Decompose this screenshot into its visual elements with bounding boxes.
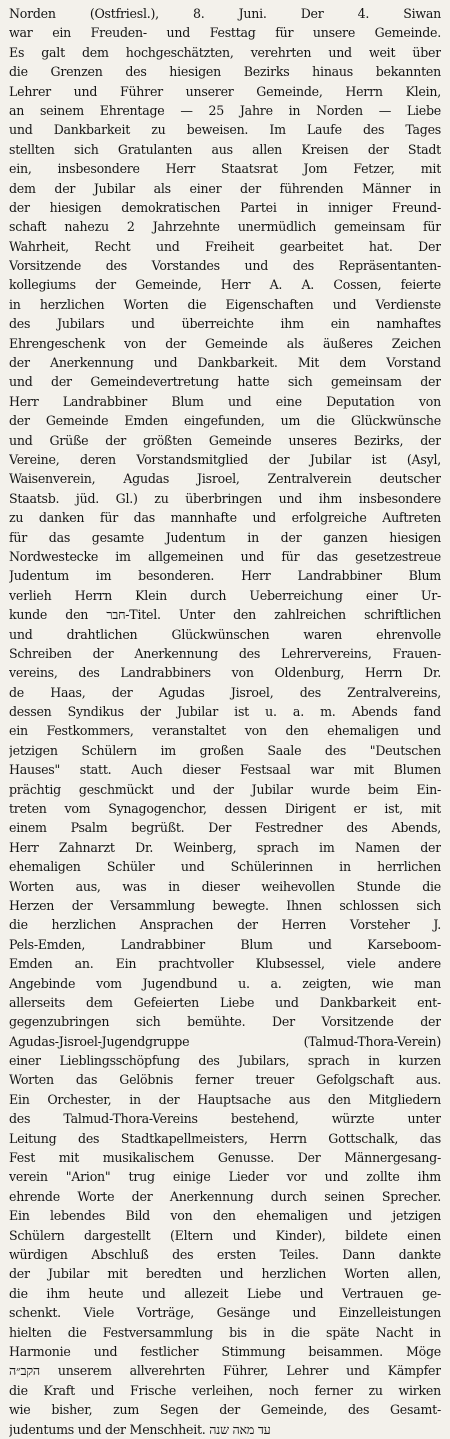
article-line: und Grüße der größten Gemeinde unseres Bezirks, der — [9, 432, 441, 448]
article-line: Herr Zahnarzt Dr. Weinberg, sprach im Namen der — [9, 839, 441, 855]
article-line: Angebinde vom Jugendbund u. a. zeigten, wie man — [9, 975, 441, 991]
article-line: wie bisher, zum Segen der Gemeinde, des Gesamt- — [9, 1402, 441, 1418]
article-line: ein, insbesondere Herr Staatsrat Jom Fetzer, mit — [9, 161, 441, 177]
article-line: und Dankbarkeit zu beweisen. Im Laufe des Tages — [9, 122, 441, 138]
article-line: Leitung des Stadtkapellmeisters, Herrn Gottschalk, das — [9, 1130, 441, 1146]
article-line: Ein lebendes Bild von den ehemaligen und jetzigen — [9, 1208, 441, 1224]
article-line: würdigen Abschluß des ersten Teiles. Dann dankte — [9, 1247, 441, 1262]
article-line: treten vom Synagogenchor, dessen Dirigent er ist, mit — [9, 801, 441, 817]
article-line: die Grenzen des hiesigen Bezirks hinaus bekannten — [9, 64, 441, 80]
article-line: de Haas, der Agudas Jisroel, des Zentralvereins, — [9, 684, 441, 700]
article-line: Pels-Emden, Landrabbiner Blum und Karseboom- — [9, 936, 441, 952]
article-line: Staatsb. jüd. Gl.) zu überbringen und ihm insbesondere — [9, 490, 441, 506]
article-line: allerseits dem Gefeierten Liebe und Dankbarkeit ent- — [9, 994, 441, 1010]
article-line: schenkt. Viele Vorträge, Gesänge und Einzelleistungen — [9, 1305, 441, 1321]
article-line: Agudas-Jisroel-Jugendgruppe (Talmud-Thora-Verein) — [9, 1033, 441, 1049]
article-line: ein Festkommers, veranstaltet von den ehemaligen und — [9, 723, 441, 739]
article-line: und drahtlichen Glückwünschen waren ehrenvolle — [9, 626, 441, 642]
article-line: der Gemeinde Emden eingefunden, um die Glückwünsche — [9, 413, 441, 429]
article-line: Wahrheit, Recht und Freiheit gearbeitet hat. Der — [9, 238, 441, 254]
article-line: in herzlichen Worten die Eigenschaften und Verdienste — [9, 296, 441, 312]
article-line: des Jubilars und überreichte ihm ein namhaftes — [9, 316, 441, 332]
article-line: Fest mit musikalischem Genusse. Der Männergesang- — [9, 1150, 441, 1166]
article-line: Harmonie und festlicher Stimmung beisammen. Möge — [9, 1343, 441, 1359]
article-line: Waisenverein, Agudas Jisroel, Zentralverein deutscher — [9, 471, 441, 487]
article-line: kunde den חבר-Titel. Unter den zahlreichen schriftlichen — [9, 607, 441, 623]
article-line: ehemaligen Schüler und Schülerinnen in herrlichen — [9, 859, 441, 875]
article-line: Worten aus, was in dieser weihevollen Stunde die — [9, 878, 441, 894]
article-line: Vorsitzende des Vorstandes und des Repräsentanten- — [9, 258, 441, 274]
article-line: schaft nahezu 2 Jahrzehnte unermüdlich gemeinsam für — [9, 219, 441, 235]
article-line: Nordwestecke im allgemeinen und für das gesetzestreue — [9, 548, 441, 564]
article-line: ehrende Worte der Anerkennung durch seinen Sprecher. — [9, 1188, 441, 1204]
article-line: für das gesamte Judentum in der ganzen hiesigen — [9, 529, 441, 545]
article-line: Worten das Gelöbnis ferner treuer Gefolgschaft aus. — [9, 1072, 441, 1088]
article-line: Hauses" statt. Auch dieser Festsaal war mit Blumen — [9, 762, 441, 778]
article-line: Judentum im besonderen. Herr Landrabbiner Blum — [9, 568, 441, 584]
article-line: der Anerkennung und Dankbarkeit. Mit dem Vorstand — [9, 355, 441, 371]
article-line: Vereine, deren Vorstandsmitglied der Jubilar ist (Asyl, — [9, 451, 441, 467]
article-line: Norden (Ostfriesl.), 8. Juni. Der 4. Siwan — [9, 6, 441, 21]
article-line: gegenzubringen sich bemühte. Der Vorsitzende der — [9, 1014, 441, 1030]
article-line: הקב״ה unserem allverehrten Führer, Lehrer und Kämpfer — [9, 1363, 441, 1379]
article-line: an seinem Ehrentage — 25 Jahre in Norden — Liebe — [9, 102, 441, 118]
article-line: des Talmud-Thora-Vereins bestehend, würzte unter — [9, 1111, 441, 1127]
article-line: Ein Orchester, in der Hauptsache aus den Mitgliedern — [9, 1091, 441, 1107]
article-line: und der Gemeindevertretung hatte sich gemeinsam der — [9, 374, 441, 390]
article-line: einem Psalm begrüßt. Der Festredner des Abends, — [9, 820, 441, 836]
article-line: der Jubilar mit beredten und herzlichen Worten allen, — [9, 1266, 441, 1282]
article-line: die Kraft und Frische verleihen, noch ferner zu wirken — [9, 1382, 441, 1398]
article-line: der hiesigen demokratischen Partei in inniger Freund- — [9, 199, 441, 215]
article-line: vereins, des Landrabbiners von Oldenburg, Herrn Dr. — [9, 665, 441, 681]
article-line: zu danken für das mannhafte und erfolgreiche Auftreten — [9, 510, 441, 526]
article-line: Herr Landrabbiner Blum und eine Deputation von — [9, 393, 441, 409]
article-line: Schülern dargestellt (Eltern und Kinder), bildete einen — [9, 1227, 441, 1243]
article-line: kollegiums der Gemeinde, Herr A. A. Cossen, feierte — [9, 277, 441, 293]
article-line: dem der Jubilar als einer der führenden Männer in — [9, 180, 441, 196]
article-body — [9, 4, 441, 1439]
article-line: Es galt dem hochgeschätzten, verehrten und weit über — [9, 44, 441, 60]
article-line: Herzen der Versammlung bewegte. Ihnen schlossen sich — [9, 897, 441, 913]
article-line: Emden an. Ein prachtvoller Klubsessel, viele andere — [9, 956, 441, 972]
article-line: Ehrengeschenk von der Gemeinde als äußeres Zeichen — [9, 335, 441, 351]
article-line: war ein Freuden- und Festtag für unsere Gemeinde. — [9, 25, 441, 41]
article-line: stellten sich Gratulanten aus allen Kreisen der Stadt — [9, 141, 441, 157]
article-line: einer Lieblingsschöpfung des Jubilars, sprach in kurzen — [9, 1053, 441, 1069]
article-line: judentums und der Menschheit. עד מאה שנה — [9, 1421, 271, 1437]
article-line: die herzlichen Ansprachen der Herren Vorsteher J. — [9, 917, 441, 933]
article-line: verlieh Herrn Klein durch Ueberreichung einer Ur- — [9, 587, 441, 603]
article-line: prächtig geschmückt und der Jubilar wurde beim Ein- — [9, 781, 441, 797]
article-line: die ihm heute und allezeit Liebe und Vertrauen ge- — [9, 1285, 441, 1301]
article-line: dessen Syndikus der Jubilar ist u. a. m. Abends fand — [9, 704, 441, 720]
article-line: Schreiben der Anerkennung des Lehrervereins, Frauen- — [9, 645, 441, 661]
article-line: jetzigen Schülern im großen Saale des "Deutschen — [9, 742, 441, 758]
article-line: verein "Arion" trug einige Lieder vor und zollte ihm — [9, 1169, 441, 1185]
article-line: Lehrer und Führer unserer Gemeinde, Herrn Klein, — [9, 83, 441, 99]
article-line: hielten die Festversammlung bis in die späte Nacht in — [9, 1324, 441, 1340]
